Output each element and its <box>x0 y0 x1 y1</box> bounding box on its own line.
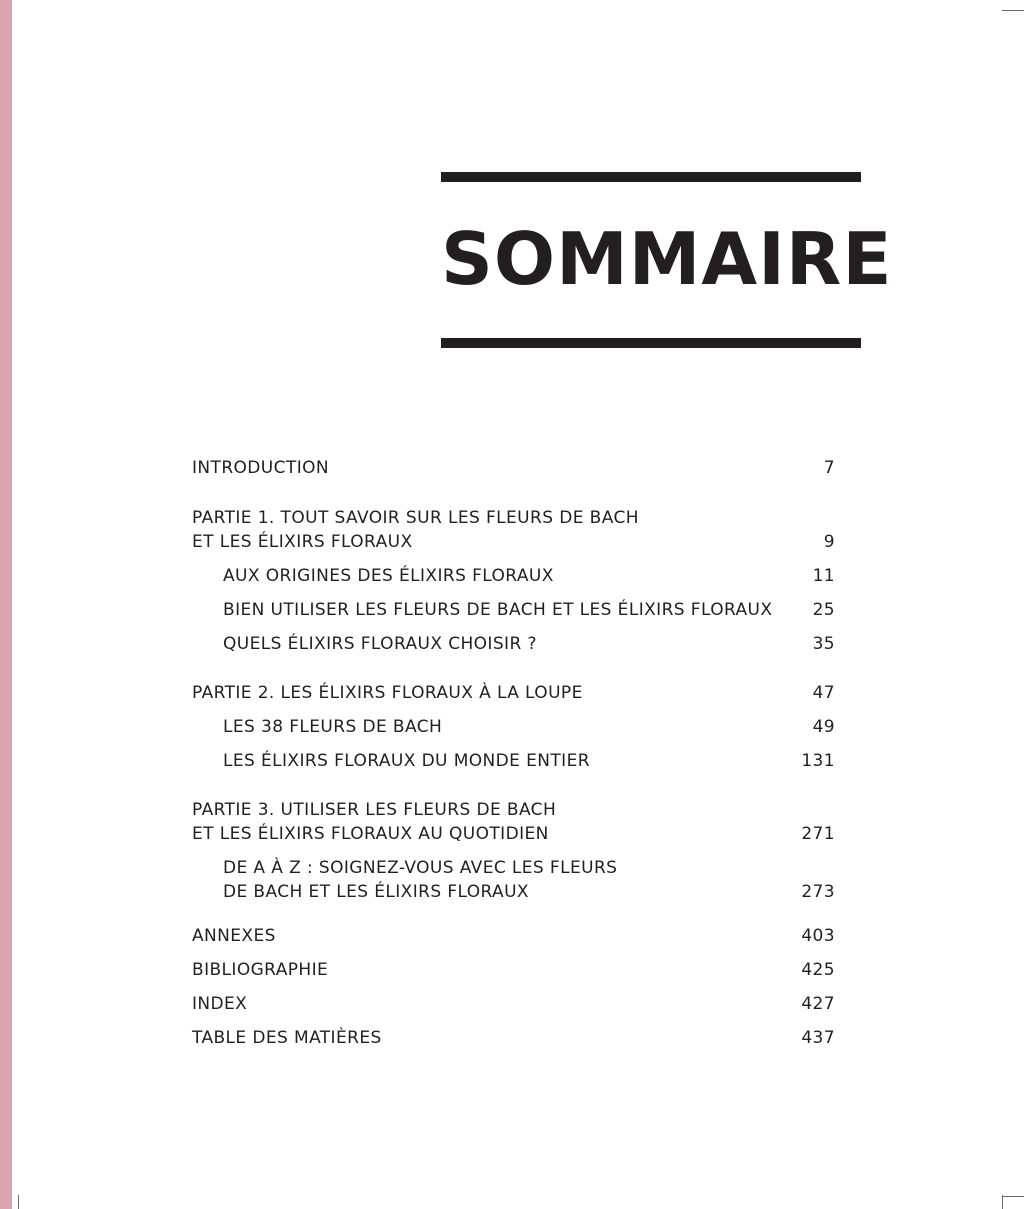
toc-entry-label: AUX ORIGINES DES ÉLIXIRS FLORAUX <box>223 566 554 586</box>
toc-entry-introduction <box>192 456 835 480</box>
toc-entry-bien-utiliser <box>192 598 835 622</box>
toc-entry-label: PARTIE 1. TOUT SAVOIR SUR LES FLEURS DE BACH ET LES ÉLIXIRS FLORAUX <box>192 508 639 552</box>
toc-entry-page: 273 <box>801 882 835 902</box>
crop-mark <box>18 1195 19 1209</box>
toc-entry-partie-1 <box>192 506 835 554</box>
toc-entry-38-fleurs <box>192 715 835 739</box>
crop-mark <box>1002 10 1024 11</box>
page-edge <box>0 0 12 1209</box>
toc-entry-label: BIEN UTILISER LES FLEURS DE BACH ET LES ÉLIXIRS FLORAUX <box>223 600 773 620</box>
toc-entry-page: 427 <box>801 994 835 1014</box>
toc-entry-page: 425 <box>801 960 835 980</box>
toc-entry-label: LES 38 FLEURS DE BACH <box>223 717 443 737</box>
toc-entry-page: 9 <box>823 532 835 552</box>
toc-entry-label: INDEX <box>192 994 248 1014</box>
toc-entry-bibliographie <box>192 958 835 982</box>
table-of-contents <box>192 456 835 1050</box>
toc-entry-quels-elixirs <box>192 632 835 656</box>
toc-entry-page: 437 <box>801 1028 835 1048</box>
toc-entry-page: 35 <box>812 634 835 654</box>
toc-entry-index <box>192 992 835 1016</box>
toc-entry-label: TABLE DES MATIÈRES <box>192 1028 382 1048</box>
toc-entry-page: 47 <box>812 683 835 703</box>
toc-entry-page: 131 <box>801 751 835 771</box>
toc-entry-partie-2 <box>192 681 835 705</box>
toc-entry-label: LES ÉLIXIRS FLORAUX DU MONDE ENTIER <box>223 751 590 771</box>
toc-entry-label: BIBLIOGRAPHIE <box>192 960 329 980</box>
toc-entry-page: 25 <box>812 600 835 620</box>
toc-entry-label: PARTIE 3. UTILISER LES FLEURS DE BACH ET LES ÉLIXIRS FLORAUX AU QUOTIDIEN <box>192 800 557 844</box>
toc-entry-page: 271 <box>801 824 835 844</box>
toc-entry-de-a-a-z <box>192 856 835 904</box>
toc-entry-page: 49 <box>812 717 835 737</box>
toc-entry-label: ANNEXES <box>192 926 276 946</box>
page-title: SOMMAIRE <box>441 217 893 301</box>
toc-entry-label: PARTIE 2. LES ÉLIXIRS FLORAUX À LA LOUPE <box>192 683 583 703</box>
toc-entry-label: DE A À Z : SOIGNEZ-VOUS AVEC LES FLEURS DE BACH ET LES ÉLIXIRS FLORAUX <box>223 858 618 902</box>
toc-entry-page: 7 <box>823 458 835 478</box>
title-rule-bottom <box>441 338 861 348</box>
title-rule-top <box>441 172 861 182</box>
toc-entry-monde-entier <box>192 749 835 773</box>
toc-entry-origines <box>192 564 835 588</box>
toc-entry-page: 11 <box>812 566 835 586</box>
toc-entry-page: 403 <box>801 926 835 946</box>
toc-entry-partie-3 <box>192 798 835 846</box>
toc-entry-table-des-matieres <box>192 1026 835 1050</box>
toc-entry-label: QUELS ÉLIXIRS FLORAUX CHOISIR ? <box>223 634 537 654</box>
toc-entry-label: INTRODUCTION <box>192 458 330 478</box>
crop-mark <box>1002 1196 1024 1197</box>
toc-entry-annexes <box>192 924 835 948</box>
crop-mark <box>1002 1195 1003 1209</box>
